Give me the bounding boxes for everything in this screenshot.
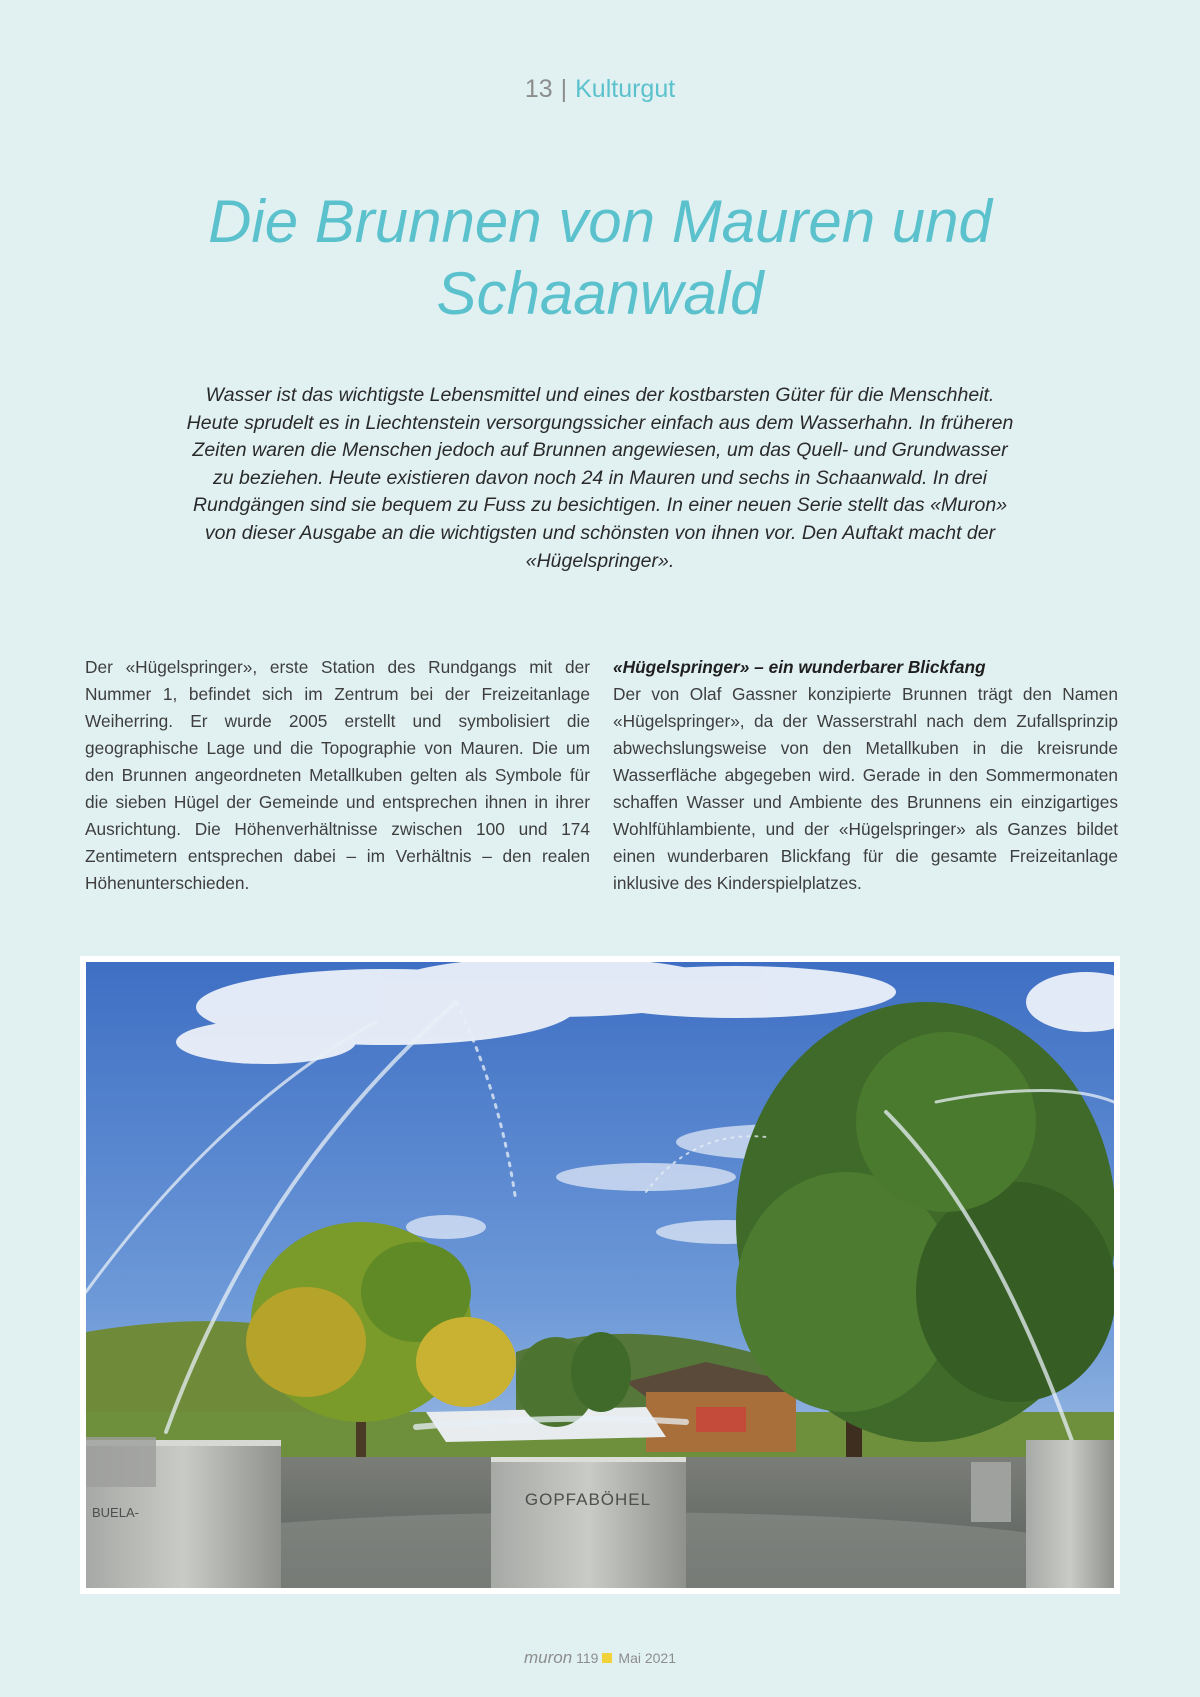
cube-label-left: BUELA- — [92, 1505, 139, 1520]
page-number: 13 — [524, 75, 553, 103]
section-name: Kulturgut — [575, 75, 676, 103]
metal-cube-center — [491, 1457, 686, 1588]
footer-square-icon — [602, 1653, 612, 1663]
body-column-left: Der «Hügelspringer», erste Station des Rundgangs mit der Nummer 1, befindet sich im Zentrum bei der Freizeitanlage Weiherring. Er wurde 2005 erstellt und symbolisiert die geographische Lage und die Topographie von Mauren. Die um den Brunnen angeordneten Metallkuben gelten als Symbole für die sieben Hügel der Gemeinde und entsprechen ihnen in ihrer Ausrichtung. Die Höhenverhältnisse zwischen 100 und 174 Zentimetern entsprechen dabei – im Verhältnis – den realen Höhenunterschieden. — [85, 657, 590, 893]
body-column-right — [613, 654, 1118, 897]
article-intro: Wasser ist das wichtigste Lebensmittel und eines der kostbarsten Güter für die Menschheit. Heute sprudelt es in Liechtenstein versorgungssicher einfach aus dem Wasserhahn. In früheren Zeiten waren die Menschen jedoch auf Brunnen angewiesen, um das Quell- und Grundwasser zu beziehen. Heute existieren davon noch 24 in Mauren und sechs in Schaanwald. In drei Rundgängen sind sie bequem zu Fuss zu besichtigen. In einer neuen Serie stellt das «Muron» von dieser Ausgabe an die wichtigsten und schönsten von ihnen vor. Den Auftakt macht der «Hügelspringer». — [186, 384, 1014, 572]
body-column-right-text: Der von Olaf Gassner konzipierte Brunnen trägt den Namen «Hügelspringer», da der Wasserstrahl nach dem Zufallsprinzip abwechslungsweise von den Metallkuben in die kreisrunde Wasserfläche abgegeben wird. Gerade in den Sommermonaten schaffen Wasser und Ambiente des Brunnens ein einzigartiges Wohlfühlambiente, und der «Hügelspringer» als Ganzes bildet einen wunderbaren Blickfang für die gesamte Freizeitanlage inklusive des Kinderspielplatzes. — [613, 684, 1118, 893]
fountain-photo — [86, 962, 1114, 1588]
page-header — [0, 72, 1200, 106]
article-title: Die Brunnen von Mauren und Schaanwald — [208, 188, 992, 327]
issue-number: 119 — [576, 1650, 599, 1666]
cube-label-center: GOPFABÖHEL — [524, 1490, 652, 1509]
page-footer — [0, 1648, 1200, 1668]
subheading: «Hügelspringer» – ein wunderbarer Blickfang — [613, 657, 986, 677]
magazine-name: muron — [524, 1648, 573, 1667]
header-separator: | — [560, 75, 568, 103]
issue-date: Mai 2021 — [618, 1650, 676, 1666]
photo-frame — [80, 956, 1120, 1594]
